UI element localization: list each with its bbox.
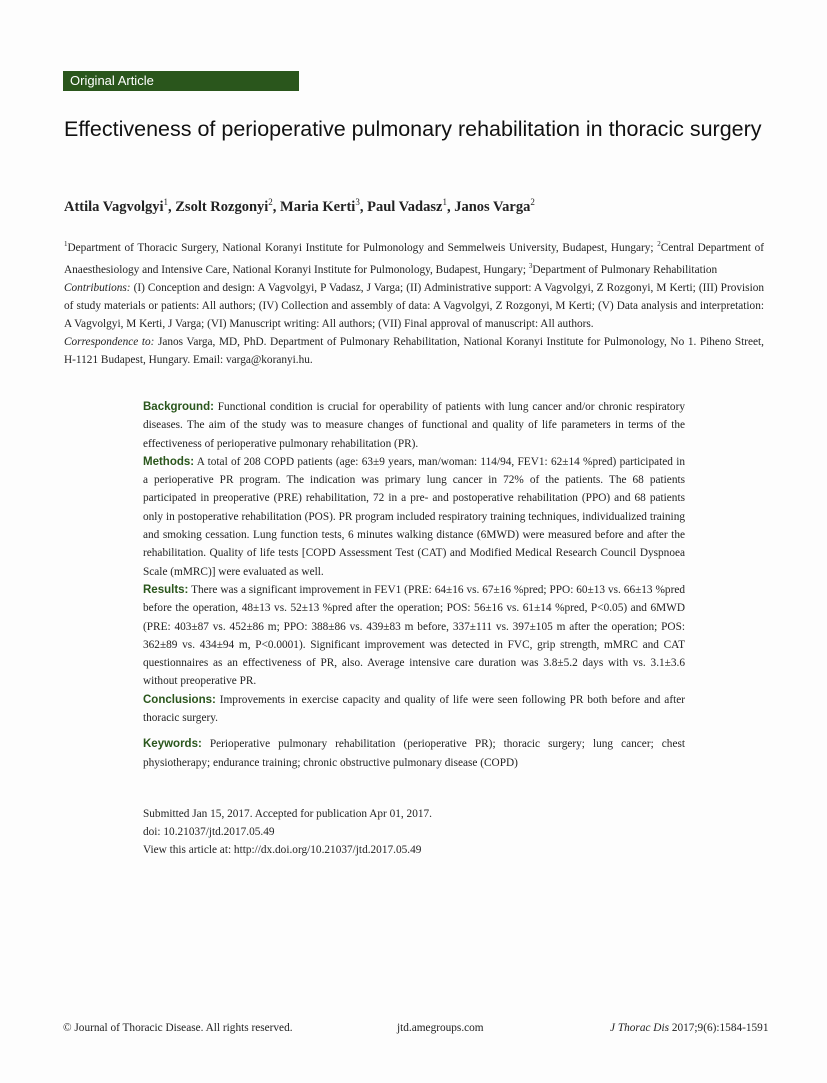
- copyright: © Journal of Thoracic Disease. All rights reserved.: [63, 1022, 293, 1034]
- article-type-badge: Original Article: [63, 71, 299, 91]
- doi: doi: 10.21037/jtd.2017.05.49: [143, 826, 275, 838]
- correspondence-label: Correspondence to:: [64, 335, 155, 348]
- article-title: Effectiveness of perioperative pulmonary rehabilitation in thoracic surgery: [64, 117, 762, 141]
- affiliation: Department of Pulmonary Rehabilitation: [532, 263, 718, 276]
- section-text: Improvements in exercise capacity and quality of life were seen following PR both before and after thoracic surgery.: [143, 693, 685, 725]
- view-label: View this article at:: [143, 844, 234, 856]
- abstract: [143, 398, 685, 772]
- affiliation-marker: 2: [530, 197, 535, 207]
- author-name: Zsolt Rozgonyi: [175, 198, 269, 215]
- affiliation-marker: 2: [268, 197, 273, 207]
- section-label: Results:: [143, 583, 189, 596]
- contributions-text: (I) Conception and design: A Vagvolgyi, P Vadasz, J Varga; (II) Administrative support: A Vagvolgyi, Z Rozgonyi, M Kerti; (III) Provision of study materials or patients: All authors; (IV) Collection and assembly of data: A Vagvolgyi, Z Rozgonyi, M Kerti; (V) Data analysis and interpretation: A Vagvolgyi, M Kerti, J Varga; (VI) Manuscript writing: All authors; (VII) Final approval of manuscript: All authors.: [64, 281, 764, 330]
- author-list: Attila Vagvolgyi$^1$, Zsolt Rozgonyi$^2$, Maria Kerti$^3$, Paul Vadasz$^1$, Janos Varga$^2$: [64, 197, 535, 215]
- affiliation-marker: 1: [163, 197, 168, 207]
- submission-dates: Submitted Jan 15, 2017. Accepted for publication Apr 01, 2017.: [143, 808, 432, 820]
- contributions-label: Contributions:: [64, 281, 131, 294]
- section-label: Methods:: [143, 455, 195, 468]
- affiliation-number: 2: [657, 240, 661, 248]
- affiliation: Department of Thoracic Surgery, National Koranyi Institute for Pulmonology and Semmelweis University, Budapest, Hungary;: [67, 241, 658, 254]
- affiliation-marker: 3: [355, 197, 360, 207]
- section-text: A total of 208 COPD patients (age: 63±9 years, man/woman: 114/94, FEV1: 62±14 %pred) participated in a perioperative PR program. The indication was primary lung cancer in 72% of the patients. The 68 patients participated in preoperative (PRE) rehabilitation, 72 in a pre- and postoperative rehabilitation (PPO) and 68 patients only in postoperative rehabilitation (POS). PR program included respiratory training techniques, individualized training and smoking cessation. Lung function tests, 6 minutes walking distance (6MWD) were measured before and after the rehabilitation. Quality of life tests [COPD Assessment Test (CAT) and Modified Medical Research Council Dyspnoea Scale (mMRC)] were evaluated as well.: [143, 455, 685, 578]
- citation: [610, 1022, 768, 1034]
- correspondence-text: Janos Varga, MD, PhD. Department of Pulmonary Rehabilitation, National Koranyi Institute for Pulmonology, No 1. Piheno Street, H-1121 Budapest, Hungary. Email: varga@koranyi.hu.: [64, 335, 764, 366]
- website-link[interactable]: jtd.amegroups.com: [397, 1022, 484, 1034]
- author-name: Janos Varga: [454, 198, 531, 215]
- affiliation: Central Department of Anaesthesiology and Intensive Care, National Koranyi Institute for Pulmonology, Budapest, Hungary;: [64, 241, 764, 276]
- affiliation-number: 3: [528, 261, 533, 270]
- correspondence: [64, 333, 764, 369]
- view-article: [143, 841, 432, 859]
- submission-info: [143, 805, 432, 859]
- section-text: Perioperative pulmonary rehabilitation (perioperative PR); thoracic surgery; lung cancer; chest physiotherapy; endurance training; chronic obstructive pulmonary disease (COPD): [143, 738, 685, 769]
- author-name: Attila Vagvolgyi: [64, 198, 164, 215]
- affiliation-marker: 1: [442, 197, 447, 207]
- article-link[interactable]: http://dx.doi.org/10.21037/jtd.2017.05.49: [233, 844, 422, 856]
- affiliations: [64, 235, 764, 279]
- author-name: Paul Vadasz: [367, 198, 443, 215]
- abstract-methods: [143, 453, 685, 581]
- abstract-conclusions: [143, 691, 685, 728]
- section-label: Keywords:: [143, 738, 202, 751]
- section-label: Conclusions:: [143, 693, 216, 706]
- keywords: [143, 735, 685, 772]
- section-text: Functional condition is crucial for operability of patients with lung cancer and/or chronic respiratory diseases. The aim of the study was to measure changes of functional and quality of life parameters in terms of the effectiveness of perioperative pulmonary rehabilitation (PR).: [143, 401, 685, 450]
- contributions: [64, 279, 764, 333]
- author-name: Maria Kerti: [280, 198, 356, 215]
- section-label: Background:: [143, 401, 214, 413]
- abstract-results: [143, 581, 685, 691]
- abstract-background: [143, 398, 685, 453]
- citation-details: 2017;9(6):1584-1591: [669, 1022, 769, 1034]
- affiliation-number: 1: [64, 240, 68, 248]
- front-matter: [64, 235, 764, 369]
- section-text: There was a significant improvement in FEV1 (PRE: 64±16 vs. 67±16 %pred; PPO: 60±13 vs. 66±13 %pred before the operation, 48±13 vs. 52±13 %pred after the operation; POS: 56±16 vs. 61±14 %pred, P<0.05) and 6MWD (PRE: 403±87 vs. 452±86 m; PPO: 388±86 vs. 439±83 m before, 337±111 vs. 397±105 m after the operation; POS: 362±89 vs. 434±94 m, P<0.0001). Significant improvement was detected in FVC, grip strength, mMRC and CAT questionnaires as an effectiveness of PR, also. Average intensive care duration was 3.8±5.2 days with vs. 3.1±3.6 without preoperative PR.: [143, 583, 685, 688]
- journal-abbrev: J Thorac Dis: [610, 1022, 669, 1034]
